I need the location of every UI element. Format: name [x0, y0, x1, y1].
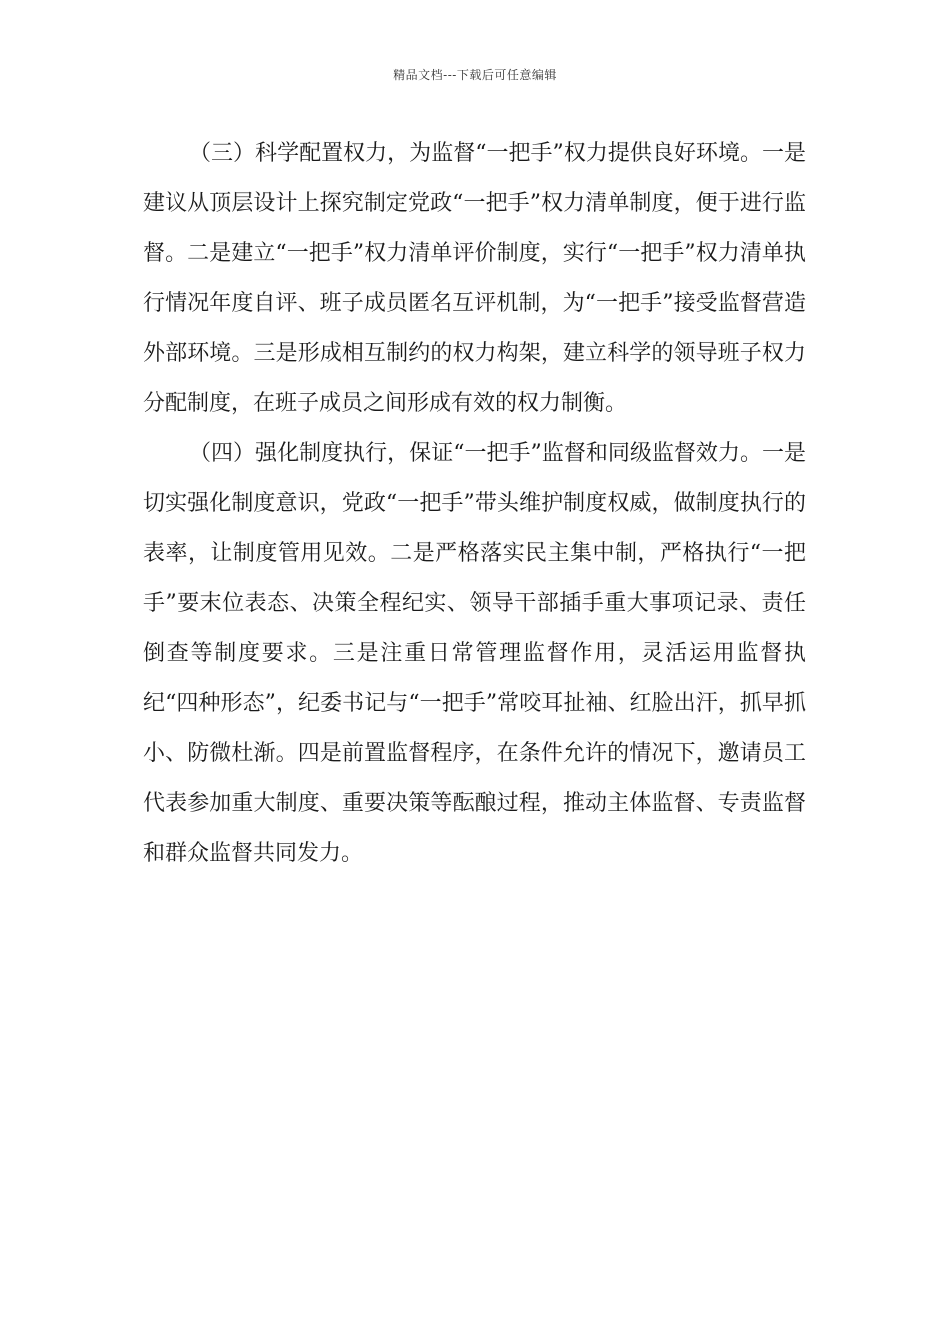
- paragraph-section-four: （四）强化制度执行，保证“一把手”监督和同级监督效力。一是切实强化制度意识，党政“一把手”带头维护制度权威，做制度执行的表率，让制度管用见效。二是严格落实民主集中制，严格执行“一把手”要末位表态、决策全程纪实、领导干部插手重大事项记录、责任倒查等制度要求。三是注重日常管理监督作用，灵活运用监督执纪“四种形态”，纪委书记与“一把手”常咬耳扯袖、红脸出汗，抓早抓小、防微杜渐。四是前置监督程序，在条件允许的情况下，邀请员工代表参加重大制度、重要决策等酝酿过程，推动主体监督、专责监督和群众监督共同发力。: [143, 441, 806, 866]
- document-body: [143, 129, 806, 879]
- paragraph-section-three: （三）科学配置权力，为监督“一把手”权力提供良好环境。一是建议从顶层设计上探究制定党政“一把手”权力清单制度，便于进行监督。二是建立“一把手”权力清单评价制度，实行“一把手”权力清单执行情况年度自评、班子成员匿名互评机制，为“一把手”接受监督营造外部环境。三是形成相互制约的权力构架，建立科学的领导班子权力分配制度，在班子成员之间形成有效的权力制衡。: [143, 141, 806, 416]
- header-note: 精品文档---下载后可任意编辑: [393, 68, 557, 82]
